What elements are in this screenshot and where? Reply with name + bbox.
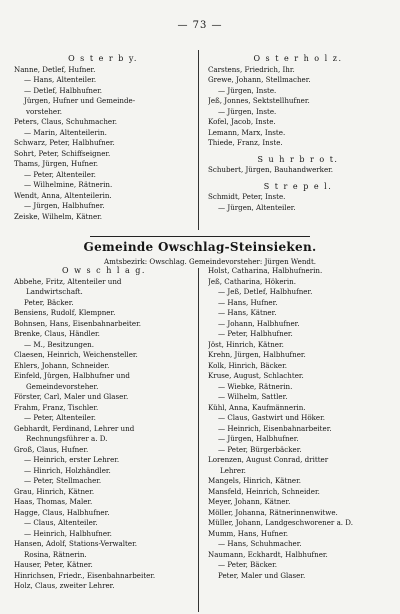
directory-entry: — Jürgen, Halbhufner. xyxy=(218,434,299,443)
column-divider-lower xyxy=(198,268,199,612)
directory-entry: — Johann, Halbhufner. xyxy=(218,318,300,328)
directory-entry: Müller, Johann, Landgeschworener a. D. xyxy=(208,518,353,527)
directory-entry: Schwarz, Peter, Halbhufner. xyxy=(14,138,115,147)
directory-entry: Förster, Carl, Maler und Glaser. xyxy=(14,392,129,401)
directory-entry: — Jürgen, Inste. xyxy=(218,85,277,95)
directory-entry: Brenke, Claus, Händler. xyxy=(14,329,100,338)
directory-entry: Groß, Claus, Hufner. xyxy=(14,444,89,454)
directory-entry: Holz, Claus, zweiter Lehrer. xyxy=(14,581,115,590)
directory-entry: — Wilhelm, Sattler. xyxy=(218,392,288,401)
directory-entry: Gebhardt, Ferdinand, Lehrer und xyxy=(14,423,135,433)
directory-entry: Landwirtschaft. xyxy=(26,287,83,296)
directory-entry: Abbehe, Fritz, Altenteiler und xyxy=(14,276,122,286)
directory-entry: vorsteher. xyxy=(26,106,62,116)
directory-entry: — Peter, Bäcker. xyxy=(218,560,277,569)
directory-entry: — Heinrich, Eisenbahnarbeiter. xyxy=(218,423,332,433)
directory-entry: Bensiens, Rudolf, Klempner. xyxy=(14,308,116,317)
directory-entry: — Jeß, Detlef, Halbhufner. xyxy=(218,287,313,296)
directory-entry: Mansfeld, Heinrich, Schneider. xyxy=(208,486,320,496)
directory-entry: — Claus, Gastwirt und Höker. xyxy=(218,413,325,422)
directory-entry: — Claus, Altenteiler. xyxy=(24,518,98,527)
directory-entry: Ehlers, Johann, Schneider. xyxy=(14,360,110,370)
directory-entry: Haas, Thomas, Maler. xyxy=(14,497,93,506)
directory-entry: Lorenzen, August Conrad, dritter xyxy=(208,455,329,464)
directory-entry: Kruse, August, Schlachter. xyxy=(208,371,304,380)
directory-entry: Schubert, Jürgen, Bauhandwerker. xyxy=(208,165,334,174)
directory-entry: Claesen, Heinrich, Weichensteller. xyxy=(14,350,138,359)
directory-entry: Grewe, Johann, Stellmacher. xyxy=(208,75,311,84)
directory-entry: — Jürgen, Halbhufner. xyxy=(24,201,105,210)
upper-right-column xyxy=(208,54,388,213)
directory-entry: Hinrichsen, Friedr., Eisenbahnarbeiter. xyxy=(14,570,156,580)
directory-entry: — Peter, Altenteiler. xyxy=(24,169,96,179)
directory-entry: Kolk, Hinrich, Bäcker. xyxy=(208,360,287,370)
directory-entry: Meyer, Johann, Kätner. xyxy=(208,497,291,506)
directory-entry: — Hinrich, Holzhändler. xyxy=(24,465,111,475)
directory-entry: Möller, Johanna, Rätnerinnenwitwe. xyxy=(208,507,338,517)
directory-entry: — Marin, Altenteilerin. xyxy=(24,127,107,137)
directory-entry: — Peter, Altenteiler. xyxy=(24,413,96,422)
directory-entry: Krehn, Jürgen, Halbhufner. xyxy=(208,350,306,359)
directory-entry: Jeß, Jonnes, Sektstellhufner. xyxy=(208,96,310,105)
directory-entry: Jöst, Hinrich, Kätner. xyxy=(208,339,284,349)
directory-entry: — Peter, Halbhufner. xyxy=(218,329,293,338)
directory-entry: Mangels, Hinrich, Kätner. xyxy=(208,476,301,485)
directory-entry: Mumm, Hans, Hufner. xyxy=(208,528,288,538)
section-heading: O s t e r b y. xyxy=(68,54,138,63)
directory-entry: — Hans, Altenteiler. xyxy=(24,75,97,84)
directory-entry: — Hans, Schuhmacher. xyxy=(218,539,302,548)
directory-entry: Nanne, Detlef, Hufner. xyxy=(14,64,96,74)
section-rule xyxy=(90,236,310,237)
directory-entry: — Heinrich, Halbhufner. xyxy=(24,528,112,538)
directory-entry: Jeß, Catharina, Hökerin. xyxy=(208,276,296,286)
lower-left-column xyxy=(14,266,194,592)
section-heading: S u h r b r o t. xyxy=(257,154,339,164)
column-divider xyxy=(198,50,199,230)
directory-entry: Hauser, Peter, Kätner. xyxy=(14,560,93,569)
directory-entry: — Wiebke, Rätnerin. xyxy=(218,381,293,391)
directory-entry: Frahm, Franz, Tischler. xyxy=(14,402,99,412)
gemeinde-subtitle: Amtsbezirk: Owschlag. Gemeindevorsteher: Jürgen Wendt. xyxy=(104,257,317,266)
directory-entry: — Jürgen, Altenteiler. xyxy=(218,202,296,212)
upper-left-column xyxy=(14,54,192,222)
directory-entry: Peters, Claus, Schuhmacher. xyxy=(14,117,117,126)
directory-entry: Zeiske, Wilhelm, Kätner. xyxy=(14,211,103,221)
directory-entry: Kühl, Anna, Kaufmännerin. xyxy=(208,402,306,412)
page-number: — 73 — xyxy=(177,20,223,31)
directory-entry: Peter, Maler und Glaser. xyxy=(218,570,306,580)
directory-entry: — Peter, Bürgerbäcker. xyxy=(218,444,302,454)
directory-entry: Hagge, Claus, Halbhufner. xyxy=(14,507,110,517)
directory-entry: Thiede, Franz, Inste. xyxy=(208,138,283,147)
directory-entry: Holst, Catharina, Halbhufnerin. xyxy=(208,266,323,275)
lower-right-column xyxy=(208,266,394,581)
directory-entry: Hansen, Adolf, Stations-Verwalter. xyxy=(14,539,137,548)
directory-entry: Jürgen, Hufner und Gemeinde- xyxy=(24,96,136,105)
directory-entry: Grau, Hinrich, Kätner. xyxy=(14,486,95,496)
directory-entry: Peter, Bäcker. xyxy=(24,297,74,307)
section-heading: O s t e r h o l z. xyxy=(253,54,343,63)
section-heading: O w s c h l a g. xyxy=(62,266,146,275)
directory-entry: — Jürgen, Inste. xyxy=(218,106,277,116)
directory-entry: Thams, Jürgen, Hufner. xyxy=(14,159,99,168)
directory-entry: — Wilhelmine, Rätnerin. xyxy=(24,180,113,189)
directory-entry: — M., Besitzungen. xyxy=(24,339,94,349)
directory-entry: Kofel, Jacob, Inste. xyxy=(208,117,276,126)
directory-entry: — Heinrich, erster Lehrer. xyxy=(24,455,120,464)
directory-entry: — Detlef, Halbhufner. xyxy=(24,85,103,95)
directory-entry: — Peter, Stellmacher. xyxy=(24,476,102,485)
directory-entry: Sohrt, Peter, Schiffseigner. xyxy=(14,148,111,158)
directory-entry: Naumann, Eckhardt, Halbhufner. xyxy=(208,549,328,559)
directory-entry: Lehrer. xyxy=(220,465,246,475)
directory-entry: Schmidt, Peter, Inste. xyxy=(208,192,286,201)
directory-entry: — Hans, Kätner. xyxy=(218,308,277,317)
directory-entry: Carstens, Friedrich, Ihr. xyxy=(208,64,295,74)
directory-entry: Rosina, Rätnerin. xyxy=(24,549,87,559)
directory-entry: Gemeindevorsteher. xyxy=(26,381,99,391)
directory-entry: Lemann, Marx, Inste. xyxy=(208,127,286,137)
gemeinde-title: Gemeinde Owschlag-Steinsieken. xyxy=(83,240,317,254)
directory-entry: Einfeld, Jürgen, Halbhufner und xyxy=(14,371,130,380)
section-heading: S t r e p e l. xyxy=(263,181,333,191)
directory-entry: Rechnungsführer a. D. xyxy=(26,434,108,443)
directory-entry: Bohnsen, Hans, Eisenbahnarbeiter. xyxy=(14,318,141,328)
directory-entry: Wendt, Anna, Altenteilerin. xyxy=(14,190,112,200)
directory-entry: — Hans, Hufner. xyxy=(218,297,278,307)
